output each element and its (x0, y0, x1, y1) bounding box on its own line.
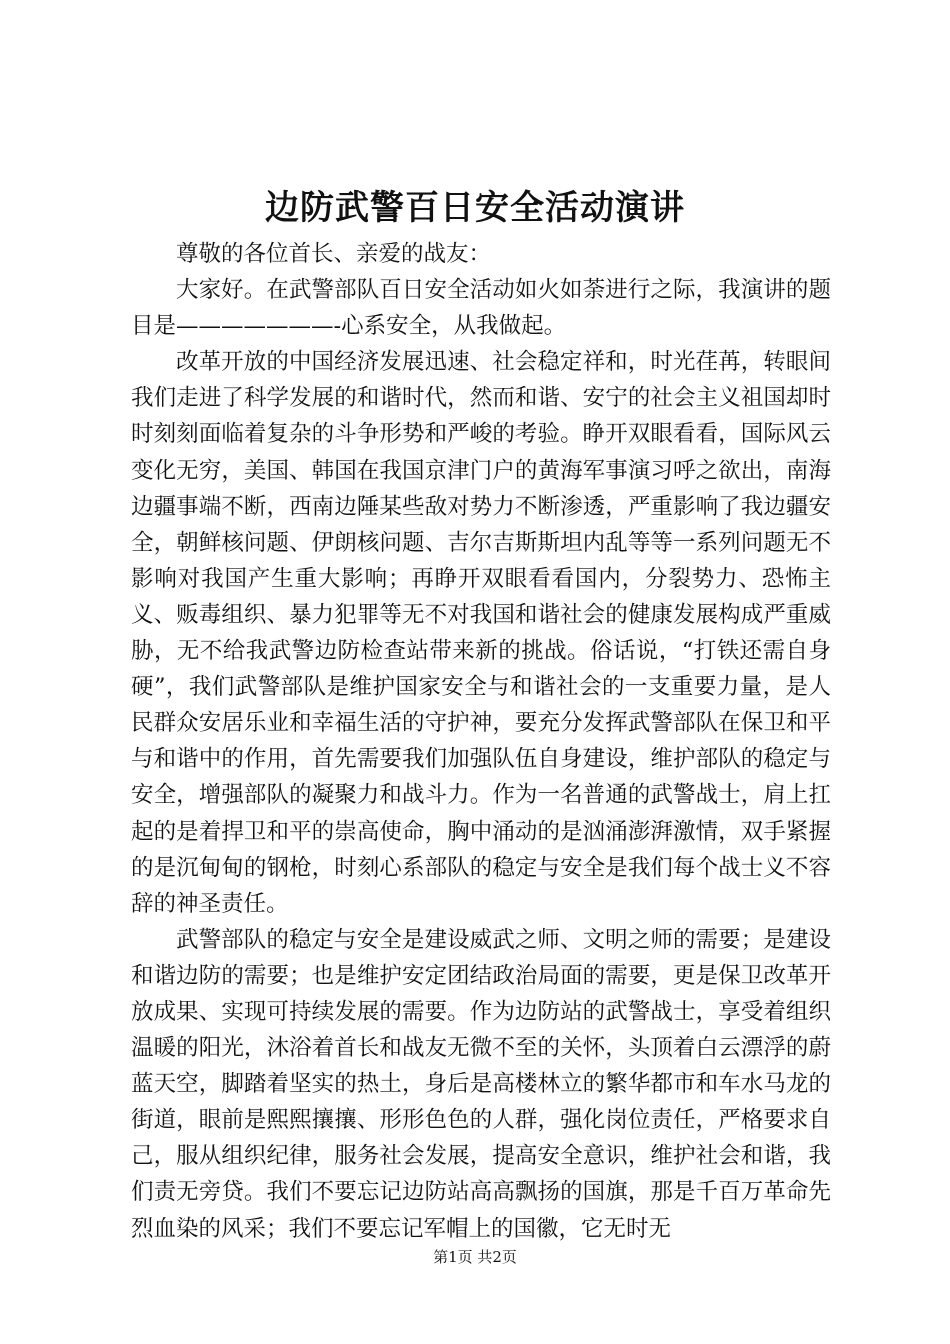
body-paragraph: 改革开放的中国经济发展迅速、社会稳定祥和，时光荏苒，转眼间我们走进了科学发展的和谐时代，然而和谐、安宁的社会主义祖国却时时刻刻面临着复杂的斗争形势和严峻的考验。睁开双眼看看，国际风云变化无穷，美国、韩国在我国京津门户的黄海军事演习呼之欲出，南海边疆事端不断，西南边陲某些敌对势力不断渗透，严重影响了我边疆安全，朝鲜核问题、伊朗核问题、吉尔吉斯斯坦内乱等等一系列问题无不影响对我国产生重大影响；再睁开双眼看看国内，分裂势力、恐怖主义、贩毒组织、暴力犯罪等无不对我国和谐社会的健康发展构成严重威胁，无不给我武警边防检查站带来新的挑战。俗话说，“打铁还需自身硬”，我们武警部队是维护国家安全与和谐社会的一支重要力量，是人民群众安居乐业和幸福生活的守护神，要充分发挥武警部队在保卫和平与和谐中的作用，首先需要我们加强队伍自身建设，维护部队的稳定与安全，增强部队的凝聚力和战斗力。作为一名普通的武警战士，肩上扛起的是着捍卫和平的崇高使命，胸中涌动的是汹涌澎湃激情，双手紧握的是沉甸甸的钢枪，时刻心系部队的稳定与安全是我们每个战士义不容辞的神圣责任。 (131, 349, 831, 917)
document-body (131, 236, 831, 1247)
document-title: 边防武警百日安全活动演讲 (265, 188, 685, 228)
intro-paragraph: 大家好。在武警部队百日安全活动如火如荼进行之际，我演讲的题目是———————-心系安全，从我做起。 (131, 277, 831, 340)
salutation-paragraph: 尊敬的各位首长、亲爱的战友： (176, 241, 492, 267)
page-number-footer: 第1页 共2页 (433, 1248, 517, 1266)
body-paragraph: 武警部队的稳定与安全是建设威武之师、文明之师的需要；是建设和谐边防的需要；也是维护安定团结政治局面的需要，更是保卫改革开放成果、实现可持续发展的需要。作为边防站的武警战士，享受着组织温暖的阳光，沐浴着首长和战友无微不至的关怀，头顶着白云漂浮的蔚蓝天空，脚踏着坚实的热土，身后是高楼林立的繁华都市和车水马龙的街道，眼前是熙熙攘攘、形形色色的人群，强化岗位责任，严格要求自己，服从组织纪律，服务社会发展，提高安全意识，维护社会和谐，我们责无旁贷。我们不要忘记边防站高高飘扬的国旗，那是千百万革命先烈血染的风采；我们不要忘记军帽上的国徽，它无时无 (131, 926, 831, 1242)
